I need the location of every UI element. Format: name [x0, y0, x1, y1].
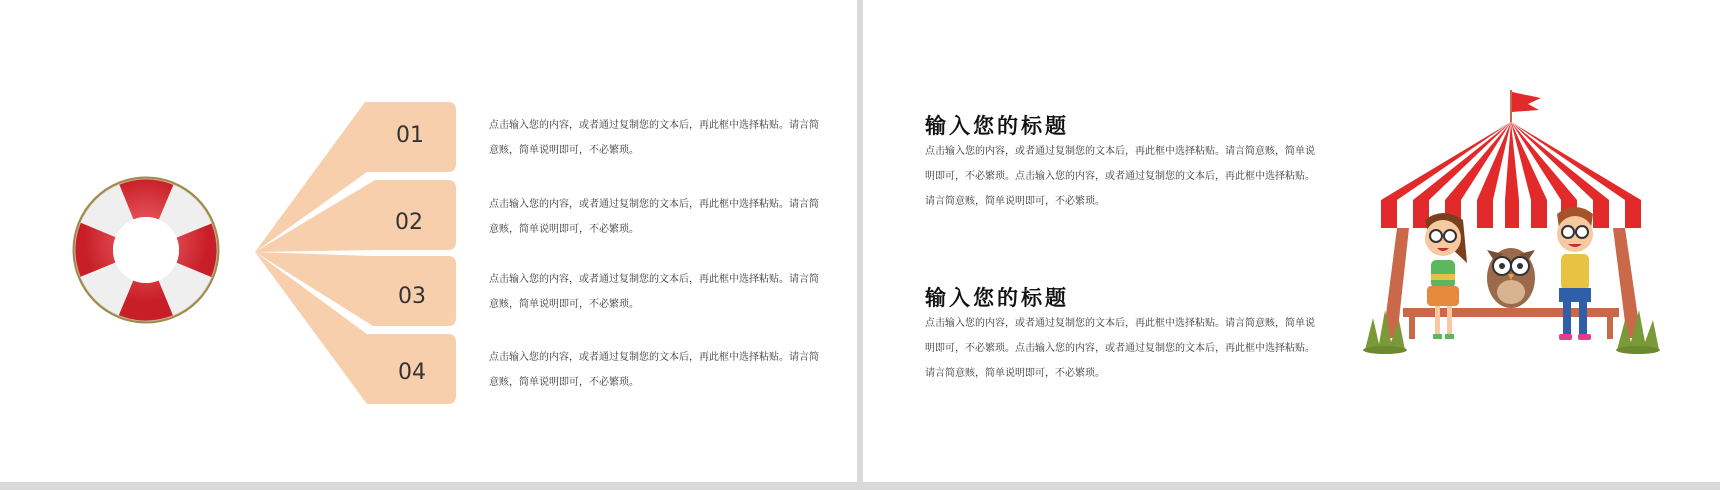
item-number-02: 02	[395, 210, 423, 235]
right-slide	[863, 0, 1720, 482]
life-ring-icon	[66, 170, 226, 330]
owl-character	[1487, 248, 1535, 308]
grass-right	[1617, 310, 1659, 350]
circus-tent-kids-owl-illustration	[1363, 88, 1663, 378]
left-slide	[0, 0, 857, 482]
item-number-01: 01	[396, 123, 424, 148]
item-number-03: 03	[398, 284, 426, 309]
tent-roof	[1381, 122, 1641, 230]
section-text-2: 点击输入您的内容，或者通过复制您的文本后，再此框中选择粘贴。请言简意赅，简单说明即可，不必繁琐。点击输入您的内容，或者通过复制您的文本后，再此框中选择粘贴。请言简意赅，简单说明即可，不必繁琐。	[925, 318, 1315, 379]
item-text-04: 点击输入您的内容，或者通过复制您的文本后，再此框中选择粘贴。请言简意赅，简单说明即可，不必繁琐。	[489, 352, 819, 388]
item-text-01: 点击输入您的内容，或者通过复制您的文本后，再此框中选择粘贴。请言简意赅，简单说明即可，不必繁琐。	[489, 120, 819, 156]
item-text-03: 点击输入您的内容，或者通过复制您的文本后，再此框中选择粘贴。请言简意赅，简单说明即可，不必繁琐。	[489, 274, 819, 310]
girl-character	[1425, 213, 1467, 339]
section-title-1: 输入您的标题	[925, 114, 1069, 138]
item-number-04: 04	[398, 360, 426, 385]
flag-icon	[1512, 92, 1541, 112]
item-text-02: 点击输入您的内容，或者通过复制您的文本后，再此框中选择粘贴。请言简意赅，简单说明即可，不必繁琐。	[489, 199, 819, 235]
boy-character	[1557, 207, 1593, 340]
section-title-2: 输入您的标题	[925, 286, 1069, 310]
fan-tabs-graphic	[255, 98, 460, 408]
section-text-1: 点击输入您的内容，或者通过复制您的文本后，再此框中选择粘贴。请言简意赅，简单说明即可，不必繁琐。点击输入您的内容，或者通过复制您的文本后，再此框中选择粘贴。请言简意赅，简单说明即可，不必繁琐。	[925, 146, 1315, 207]
